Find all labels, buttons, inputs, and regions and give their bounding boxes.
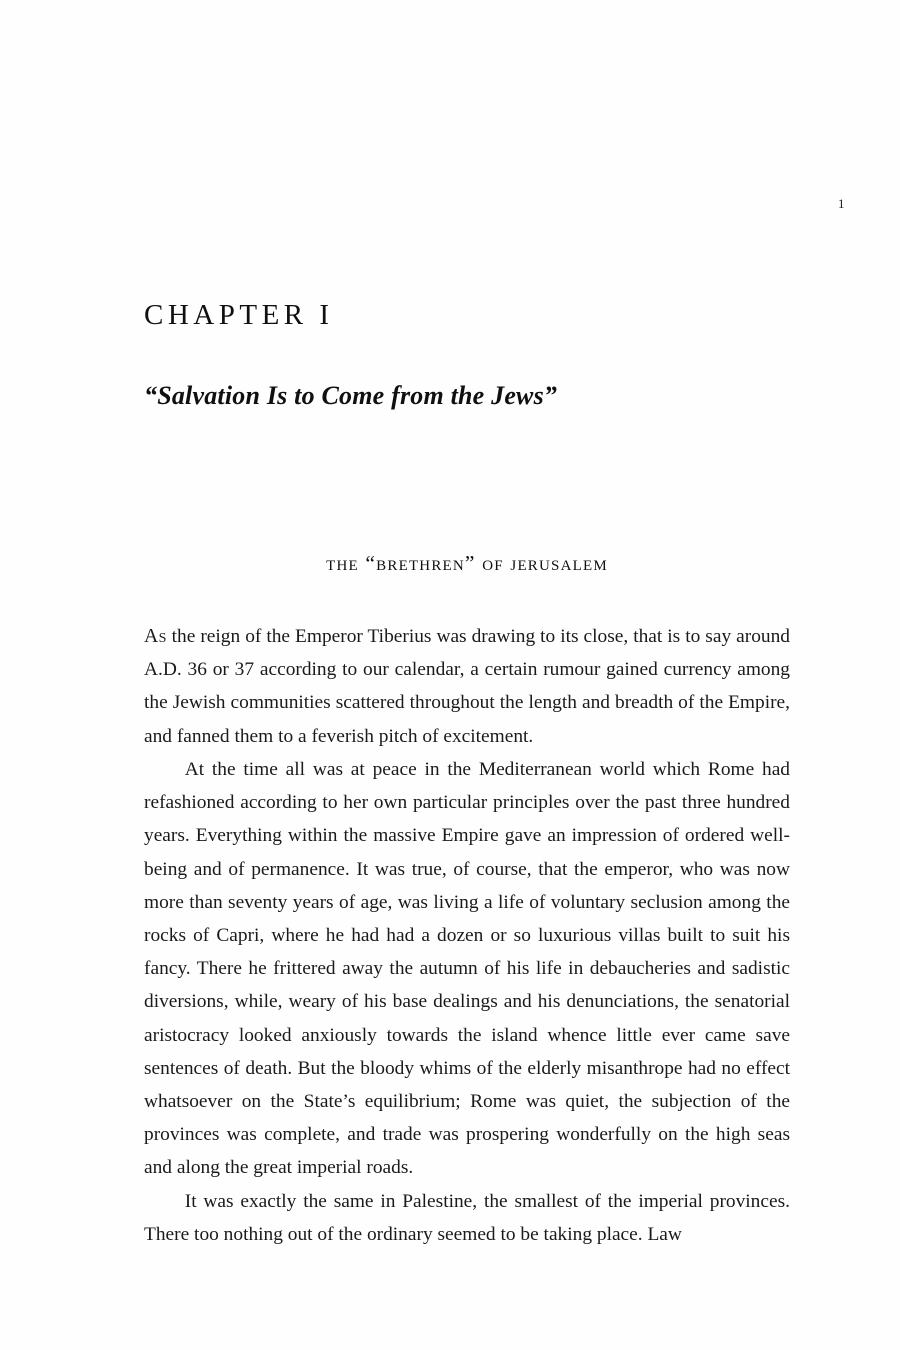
chapter-subtitle: “Salvation Is to Come from the Jews” [144,380,558,410]
paragraph-text: the reign of the Emperor Tiberius was drawing to its close, that is to say around A.D. 36 or 37 according to our calendar, a certain rumour gained currency among the Jewish communities scattered throughout the length and breadth of the Empire, and fanned them to a feverish pitch of excitement. [144,626,790,747]
paragraph [144,1185,790,1251]
page-number: 1 [838,196,845,211]
section-heading: the “brethren” of jerusalem [326,551,608,576]
body-text [144,620,790,1251]
text-block [144,300,790,1251]
paragraph [144,620,790,753]
paragraph-text: At the time all was at peace in the Mediterranean world which Rome had refashioned according to her own particular principles over the past three hundred years. Everything within the massive Empire gave an impression of ordered well-being and of permanence. It was true, of course, that the emperor, who was now more than seventy years of age, was living a life of voluntary seclusion among the rocks of Capri, where he had had a dozen or so luxurious villas built to suit his fancy. There he frittered away the autumn of his life in debaucheries and sadistic diversions, while, weary of his base dealings and his denunciations, the senatorial aristocracy looked anxiously towards the island whence little ever came save sentences of death. But the bloody whims of the elderly misanthrope had no effect whatsoever on the State’s equilibrium; Rome was quiet, the subjection of the provinces was complete, and trade was prospering wonderfully on the high seas and along the great imperial roads. [144,758,790,1179]
paragraph-opening-smallcaps: As [144,625,167,648]
paragraph-text: It was exactly the same in Palestine, the smallest of the imperial provinces. There too nothing out of the ordinary seemed to be taking place. Law [144,1190,790,1245]
paragraph [144,753,790,1185]
chapter-title: CHAPTER I [144,299,334,331]
